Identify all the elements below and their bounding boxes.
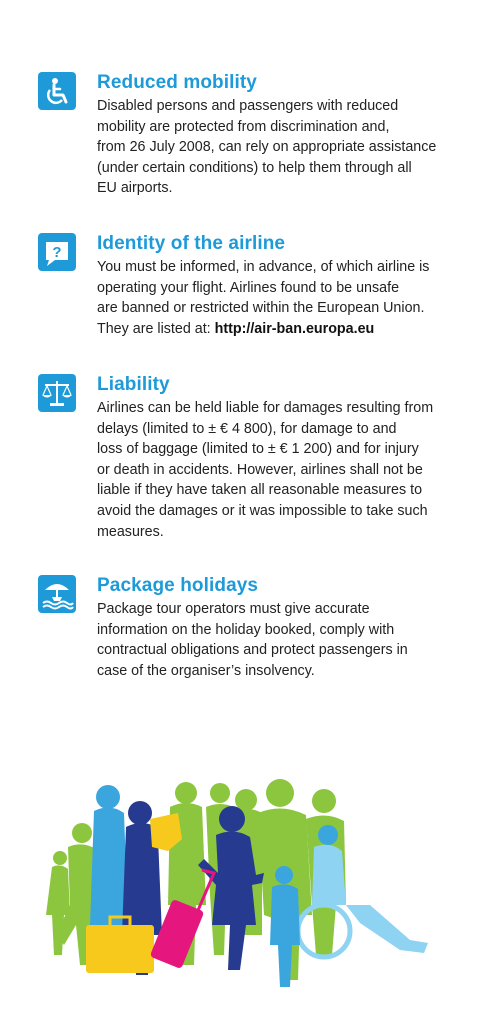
section-body: [97, 599, 457, 681]
section-heading: Package holidays: [97, 575, 259, 596]
section-heading: Liability: [97, 374, 170, 395]
section-heading: Reduced mobility: [97, 72, 257, 93]
body-line: You must be informed, in advance, of which airline is: [97, 259, 430, 275]
body-line: case of the organiser’s insolvency.: [97, 662, 315, 679]
body-line: EU airports.: [97, 180, 173, 197]
question-mark-icon: [38, 233, 76, 271]
section-body: [97, 257, 457, 339]
scales-icon: [38, 374, 76, 412]
svg-text:?: ?: [52, 244, 62, 261]
yellow-suitcase: [86, 917, 154, 973]
section-body: [97, 96, 457, 199]
body-line: information on the holiday booked, comply with: [97, 621, 395, 638]
air-ban-link[interactable]: http://air-ban.europa.eu: [214, 320, 375, 337]
body-line: measures.: [97, 523, 164, 540]
body-line: Airlines can be held liable for damages resulting from: [97, 400, 434, 416]
section-content: [97, 575, 457, 681]
body-line: from 26 July 2008, can rely on appropriate assistance: [97, 139, 437, 156]
body-line: delays (limited to ± € 4 800), for damage to and: [97, 420, 397, 437]
body-line: or death in accidents. However, airlines shall not be: [97, 461, 423, 478]
body-line: are banned or restricted within the European Union.: [97, 300, 425, 317]
body-line: liable if they have taken all reasonable measures to: [97, 482, 423, 499]
body-line: (under certain conditions) to help them through all: [97, 159, 412, 176]
section-content: [97, 72, 457, 199]
beach-umbrella-icon: [38, 575, 76, 613]
body-line: operating your flight. Airlines found to be unsafe: [97, 279, 400, 296]
body-line: avoid the damages or it was impossible to take such: [97, 502, 428, 519]
body-line: loss of baggage (limited to ± € 1 200) and for injury: [97, 441, 419, 458]
body-line: Package tour operators must give accurate: [97, 601, 370, 617]
section-content: [97, 374, 457, 542]
section-content: [97, 233, 457, 339]
section-body: [97, 398, 457, 542]
body-line: They are listed at:: [97, 320, 215, 337]
wheelchair-icon: [38, 72, 76, 110]
body-line: contractual obligations and protect passengers in: [97, 642, 408, 659]
body-line: mobility are protected from discrimination and,: [97, 118, 390, 135]
travellers-illustration: [0, 755, 488, 1024]
body-line: Disabled persons and passengers with reduced: [97, 98, 399, 114]
section-heading: Identity of the airline: [97, 233, 286, 254]
